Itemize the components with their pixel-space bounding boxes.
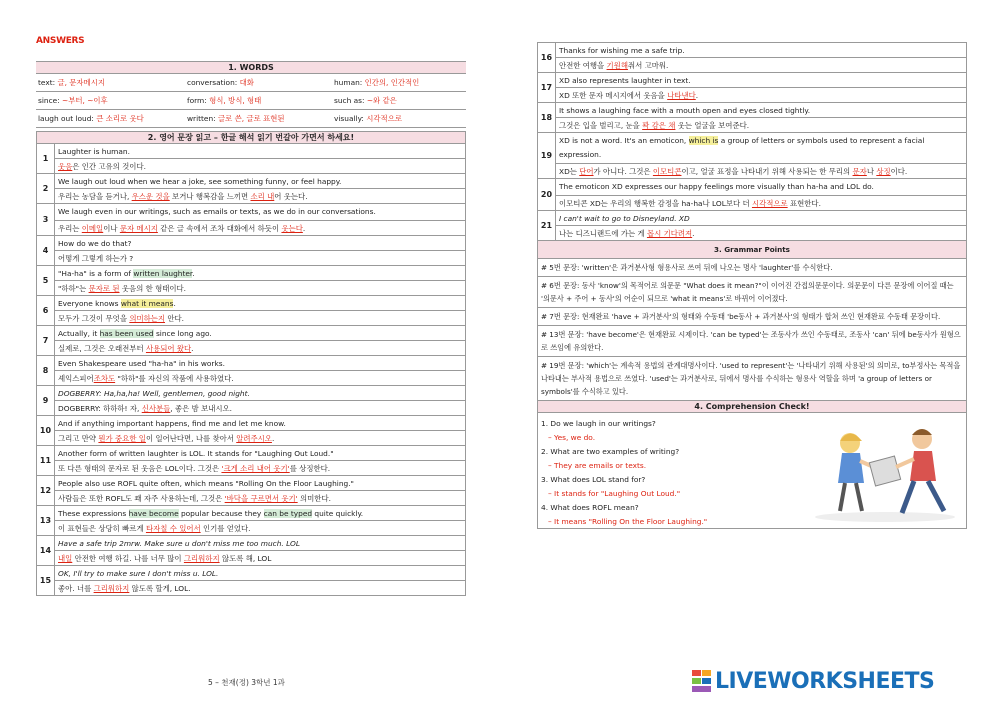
grammar-point: # 19번 문장: 'which'는 계속적 용법의 관계대명사이다. 'used to represent'는 '나타내기 위해 사용된'의 의미로, to부정사는 목적을 나타내는 부사적 용법으로 쓰였다. 'used'는 과거분사로, 뒤에서 명사를 수식하는 형용사 역할을 하며 'a group of letters or symbols'를 수식하고 있다. — [538, 357, 967, 401]
sentence-english: DOGBERRY: Ha,ha,ha! Well, gentlemen, good night. — [55, 386, 466, 401]
sentence-row-korean — [37, 491, 466, 506]
word-term: text: — [38, 78, 58, 87]
sentence-row — [538, 133, 967, 164]
sentence-row — [37, 144, 466, 159]
sentence-number: 6 — [37, 296, 55, 326]
sentence-row-korean — [37, 581, 466, 596]
sentence-english: Have a safe trip 2mrw. Make sure u don't miss me too much. LOL — [55, 536, 466, 551]
sentence-row-korean — [538, 88, 967, 103]
sentence-row — [37, 536, 466, 551]
sentence-number: 21 — [538, 211, 556, 241]
sentence-number: 9 — [37, 386, 55, 416]
word-term: written: — [187, 114, 219, 123]
sentence-row — [37, 236, 466, 251]
kids-illustration — [810, 421, 960, 523]
sentence-row — [37, 174, 466, 189]
words-row — [36, 74, 466, 92]
sentence-row — [37, 296, 466, 311]
sentence-english: The emoticon XD expresses our happy feelings more visually than ha-ha and LOL do. — [556, 179, 967, 196]
sentence-korean: 이모티콘 XD는 우리의 행복한 감정을 ha-ha나 LOL보다 더 시각적으로 표현한다. — [556, 196, 967, 211]
sentence-korean: "하하"는 문자로 된 웃음의 한 형태이다. — [55, 281, 466, 296]
word-meaning: 형식, 방식, 형태 — [209, 96, 262, 105]
word-meaning: 글로 쓴, 글로 표현된 — [218, 114, 285, 123]
word-term: conversation: — [187, 78, 240, 87]
sentence-row-korean — [37, 521, 466, 536]
comprehension-answer: – Yes, we do. — [548, 433, 596, 442]
sentence-number: 13 — [37, 506, 55, 536]
word-meaning: ~와 같은 — [366, 96, 397, 105]
grammar-header: 3. Grammar Points — [538, 241, 967, 259]
sentence-korean: 안전한 여행을 기원해줘서 고마워. — [556, 58, 967, 73]
grammar-point: # 6번 문장: 동사 'know'의 목적어로 의문문 "What does it mean?"이 이어진 간접의문문이다. 의문문이 다른 문장에 이어질 때는 '의문사 + 주어 + 동사'의 어순이 되므로 'what it means'로 바뀌어 이어졌다. — [538, 277, 967, 308]
sentence-english: Laughter is human. — [55, 144, 466, 159]
sentence-korean: 그것은 입을 벌리고, 눈을 꽉 감은 채 웃는 얼굴을 보여준다. — [556, 118, 967, 133]
sentence-number: 15 — [37, 566, 55, 596]
sentence-korean: 좋아. 너를 그리워하지 않도록 할게, LOL. — [55, 581, 466, 596]
sentence-english: Another form of written laughter is LOL. It stands for "Laughing Out Loud." — [55, 446, 466, 461]
comprehension-answer: – It stands for "Laughing Out Loud." — [548, 489, 681, 498]
sentence-row-korean — [37, 189, 466, 204]
sentence-korean: 그리고 만약 뭔가 중요한 일이 일어난다면, 나를 찾아서 알려주시오. — [55, 431, 466, 446]
sentence-row — [37, 386, 466, 401]
sentence-english: OK, I'll try to make sure I don't miss u. LOL. — [55, 566, 466, 581]
sentence-number: 12 — [37, 476, 55, 506]
sentence-row-korean — [37, 401, 466, 416]
sentence-row-korean — [538, 164, 967, 179]
sentence-korean: 또 다른 형태의 문자로 된 웃음은 LOL이다. 그것은 '크게 소리 내어 웃기'를 상징한다. — [55, 461, 466, 476]
grammar-point: # 7번 문장: 현재완료 'have + 과거분사'의 형태와 수동태 'be동사 + 과거분사'의 형태가 합쳐 쓰인 현재완료 수동태 문장이다. — [538, 308, 967, 326]
sentence-korean: 우리는 농담을 듣거나, 우스운 것을 보거나 행복감을 느끼면 소리 내어 웃는다. — [55, 189, 466, 204]
sentence-number: 18 — [538, 103, 556, 133]
sentence-english: Even Shakespeare used "ha-ha" in his works. — [55, 356, 466, 371]
sentence-korean: 모두가 그것이 무엇을 의미하는지 안다. — [55, 311, 466, 326]
sentence-row-korean — [37, 341, 466, 356]
sentence-number: 7 — [37, 326, 55, 356]
section2-header: 2. 영어 문장 읽고 – 한글 해석 읽기 번갈아 가면서 하세요! — [37, 132, 466, 144]
words-row — [36, 110, 466, 128]
word-term: laugh out loud: — [38, 114, 97, 123]
comprehension-box — [538, 413, 967, 529]
sentence-row-korean — [37, 281, 466, 296]
sentence-row — [37, 416, 466, 431]
sentence-number: 5 — [37, 266, 55, 296]
sentence-row-korean — [37, 251, 466, 266]
sentence-english: These expressions have become popular because they can be typed quite quickly. — [55, 506, 466, 521]
sentence-korean: 내일 안전한 여행 하길. 나를 너무 많이 그리워하지 않도록 해, LOL — [55, 551, 466, 566]
sentence-english: XD also represents laughter in text. — [556, 73, 967, 88]
words-row — [36, 92, 466, 110]
sentence-number: 1 — [37, 144, 55, 174]
sentence-row-korean — [538, 118, 967, 133]
sentence-row-korean — [37, 431, 466, 446]
sentence-korean: 웃음은 인간 고유의 것이다. — [55, 159, 466, 174]
sentence-number: 10 — [37, 416, 55, 446]
word-term: such as: — [334, 96, 367, 105]
sentence-korean: 어떻게 그렇게 하는가 ? — [55, 251, 466, 266]
sentences-table-right — [537, 42, 967, 529]
word-meaning: 인간의, 인간적인 — [364, 78, 420, 87]
sentence-korean: 실제로, 그것은 오래전부터 사용되어 왔다. — [55, 341, 466, 356]
sentence-row-korean — [37, 221, 466, 236]
sentence-number: 16 — [538, 43, 556, 73]
sentence-korean: 나는 디즈니랜드에 가는 게 몹시 기다려져. — [556, 226, 967, 241]
sentence-korean: XD는 단어가 아니다. 그것은 이모티콘이고, 얼굴 표정을 나타내기 위해 사용되는 한 무리의 문자나 상징이다. — [556, 164, 967, 179]
sentence-row — [538, 73, 967, 88]
sentence-row-korean — [37, 551, 466, 566]
sentence-row — [538, 103, 967, 118]
left-column-table — [36, 61, 466, 128]
word-meaning: 시각적으로 — [366, 114, 402, 123]
sentence-english: We laugh out loud when we hear a joke, see something funny, or feel happy. — [55, 174, 466, 189]
word-term: human: — [334, 78, 365, 87]
sentence-english: We laugh even in our writings, such as emails or texts, as we do in our conversations. — [55, 204, 466, 221]
word-meaning: 글, 문자메시지 — [57, 78, 105, 87]
comprehension-question: 3. What does LOL stand for? — [541, 475, 646, 484]
sentence-english: Thanks for wishing me a safe trip. — [556, 43, 967, 58]
answers-label: ANSWERS — [36, 36, 85, 46]
sentence-number: 3 — [37, 204, 55, 236]
word-term: visually: — [334, 114, 367, 123]
sentence-number: 4 — [37, 236, 55, 266]
word-meaning: ~부터, ~이후 — [62, 96, 108, 105]
logo-text: LIVEWORKSHEETS — [715, 668, 935, 694]
sentence-english: "Ha-ha" is a form of written laughter. — [55, 266, 466, 281]
sentence-english: I can't wait to go to Disneyland. XD — [556, 211, 967, 226]
sentence-row-korean — [538, 58, 967, 73]
page-footer: 5 – 천재(정) 3학년 1과 — [208, 678, 285, 687]
sentence-row-korean — [37, 461, 466, 476]
sentence-row — [37, 326, 466, 341]
sentence-english: XD is not a word. It's an emoticon, which is a group of letters or symbols used to represent a facial expression. — [556, 133, 967, 164]
sentence-row — [538, 211, 967, 226]
comprehension-question: 4. What does ROFL mean? — [541, 503, 639, 512]
comprehension-answer: – They are emails or texts. — [548, 461, 647, 470]
comprehension-question: 1. Do we laugh in our writings? — [541, 419, 656, 428]
sentence-korean: 이 표현들은 상당히 빠르게 타자칠 수 있어서 인기를 얻었다. — [55, 521, 466, 536]
sentences-table-left — [36, 131, 466, 596]
word-term: since: — [38, 96, 63, 105]
sentence-row — [37, 446, 466, 461]
sentence-korean: 셰익스피어조차도 "하하"를 자신의 작품에 사용하였다. — [55, 371, 466, 386]
sentence-number: 2 — [37, 174, 55, 204]
sentence-row-korean — [37, 371, 466, 386]
sentence-english: Everyone knows what it means. — [55, 296, 466, 311]
sentence-number: 19 — [538, 133, 556, 179]
sentence-row — [538, 179, 967, 196]
liveworksheets-logo[interactable] — [692, 669, 934, 693]
sentence-english: And if anything important happens, find me and let me know. — [55, 416, 466, 431]
grammar-point: # 5번 문장: 'written'은 과거분사형 형용사로 쓰여 뒤에 나오는 명사 'laughter'를 수식한다. — [538, 259, 967, 277]
logo-icon — [692, 670, 712, 692]
word-term: form: — [187, 96, 210, 105]
sentence-row-korean — [538, 226, 967, 241]
word-meaning: 큰 소리로 웃다 — [96, 114, 144, 123]
sentence-row — [538, 43, 967, 58]
sentence-korean: DOGBERRY: 하하하! 자, 신사분들, 좋은 밤 보내시오. — [55, 401, 466, 416]
sentence-number: 14 — [37, 536, 55, 566]
sentence-row-korean — [37, 159, 466, 174]
word-meaning: 대화 — [239, 78, 254, 87]
sentence-english: How do we do that? — [55, 236, 466, 251]
sentence-number: 20 — [538, 179, 556, 211]
sentence-row — [37, 204, 466, 221]
sentence-row — [37, 566, 466, 581]
sentence-english: Actually, it has been used since long ago. — [55, 326, 466, 341]
sentence-number: 8 — [37, 356, 55, 386]
sentence-number: 11 — [37, 446, 55, 476]
comprehension-question: 2. What are two examples of writing? — [541, 447, 680, 456]
sentence-row — [37, 476, 466, 491]
sentence-english: It shows a laughing face with a mouth open and eyes closed tightly. — [556, 103, 967, 118]
sentence-english: People also use ROFL quite often, which means "Rolling On the Floor Laughing." — [55, 476, 466, 491]
grammar-point: # 13번 문장: 'have become'은 현재완료 시제이다. 'can be typed'는 조동사가 쓰인 수동태로, 조동사 'can' 뒤에 be동사가 원형으로 쓰임에 유의한다. — [538, 326, 967, 357]
sentence-row — [37, 506, 466, 521]
sentence-row-korean — [37, 311, 466, 326]
sentence-korean: XD 또한 문자 메시지에서 웃음을 나타낸다. — [556, 88, 967, 103]
comprehension-answer: – It means "Rolling On the Floor Laughing." — [548, 517, 708, 526]
sentence-korean: 사람들은 또한 ROFL도 꽤 자주 사용하는데, 그것은 '바닥을 구르면서 웃기' 의미한다. — [55, 491, 466, 506]
sentence-number: 17 — [538, 73, 556, 103]
sentence-row-korean — [538, 196, 967, 211]
words-header: 1. WORDS — [36, 62, 466, 74]
comprehension-header: 4. Comprehension Check! — [538, 401, 967, 413]
sentence-row — [37, 356, 466, 371]
sentence-row — [37, 266, 466, 281]
sentence-korean: 우리는 이메일이나 문자 메시지 같은 글 속에서 조차 대화에서 하듯이 웃는다. — [55, 221, 466, 236]
